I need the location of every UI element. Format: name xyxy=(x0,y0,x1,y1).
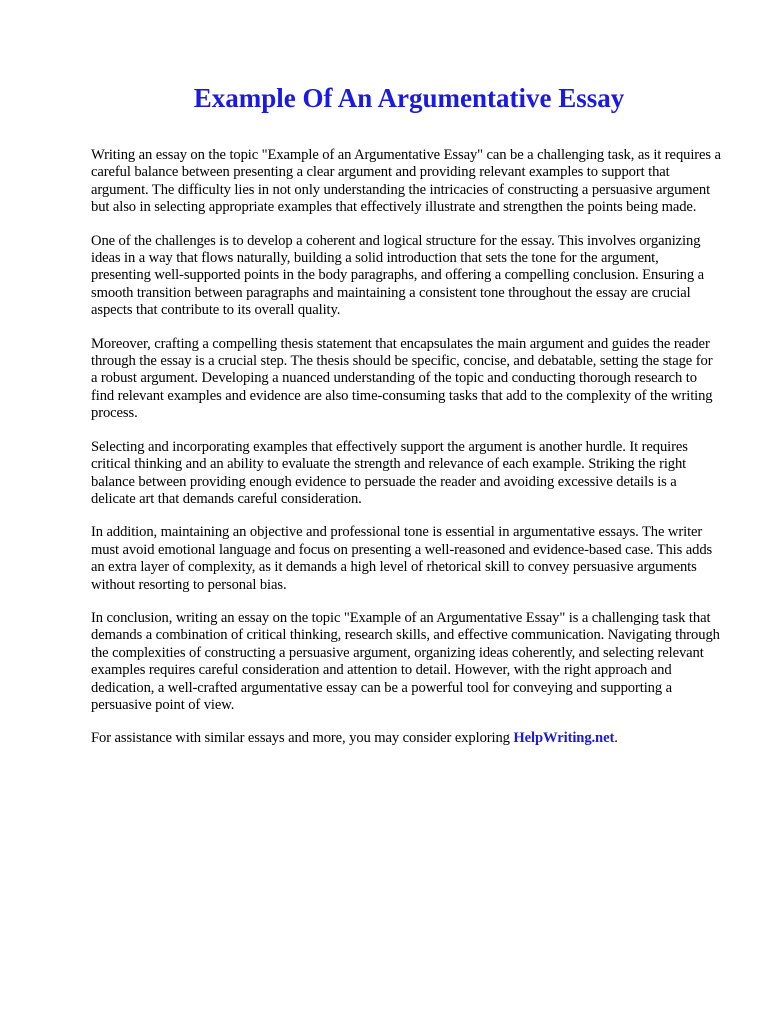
essay-body xyxy=(91,147,721,764)
paragraph-5: In addition, maintaining an objective and professional tone is essential in argumentative essays. The writer must avoid emotional language and focus on presenting a well-reasoned and evidence-based case. This adds an extra layer of complexity, as it demands a high level of rhetorical skill to convey persuasive arguments without resorting to personal bias. xyxy=(91,524,713,593)
paragraph-3: Moreover, crafting a compelling thesis statement that encapsulates the main argument and guides the reader through the essay is a crucial step. The thesis should be specific, concise, and debatable, setting the stage for a robust argument. Developing a nuanced understanding of the topic and conducting thorough research to find relevant examples and evidence are also time-consuming tasks that add to the complexity of the writing process. xyxy=(91,335,713,422)
paragraph-1: Writing an essay on the topic "Example of an Argumentative Essay" can be a challenging task, as it requires a careful balance between presenting a clear argument and providing relevant examples to support that argument. The difficulty lies in not only understanding the intricacies of constructing a persuasive argument but also in selecting appropriate examples that effectively illustrate and strengthen the points being made. xyxy=(91,147,721,216)
helpwriting-link[interactable]: HelpWriting.net xyxy=(513,730,615,747)
paragraph-2: One of the challenges is to develop a coherent and logical structure for the essay. This involves organizing ideas in a way that flows naturally, building a solid introduction that sets the tone for the argument, presenting well-supported points in the body paragraphs, and offering a compelling conclusion. Ensuring a smooth transition between paragraphs and maintaining a consistent tone throughout the essay are crucial aspects that contribute to its overall quality. xyxy=(91,232,704,319)
paragraph-6: In conclusion, writing an essay on the topic "Example of an Argumentative Essay" is a challenging task that demands a combination of critical thinking, research skills, and effective communication. Navigating through the complexities of constructing a persuasive argument, organizing ideas coherently, and selecting relevant examples requires careful consideration and attention to detail. However, with the right approach and dedication, a well-crafted argumentative essay can be a powerful tool for conveying and supporting a persuasive point of view. xyxy=(91,609,720,713)
paragraph-4: Selecting and incorporating examples that effectively support the argument is another hurdle. It requires critical thinking and an ability to evaluate the strength and relevance of each example. Striking the right balance between providing enough evidence to persuade the reader and avoiding excessive details is a delicate art that demands careful consideration. xyxy=(91,438,688,507)
closing-paragraph xyxy=(91,730,721,747)
page-title: Example Of An Argumentative Essay xyxy=(193,83,625,113)
closing-text: For assistance with similar essays and more, you may consider exploring xyxy=(91,730,514,747)
closing-suffix: . xyxy=(614,730,618,747)
